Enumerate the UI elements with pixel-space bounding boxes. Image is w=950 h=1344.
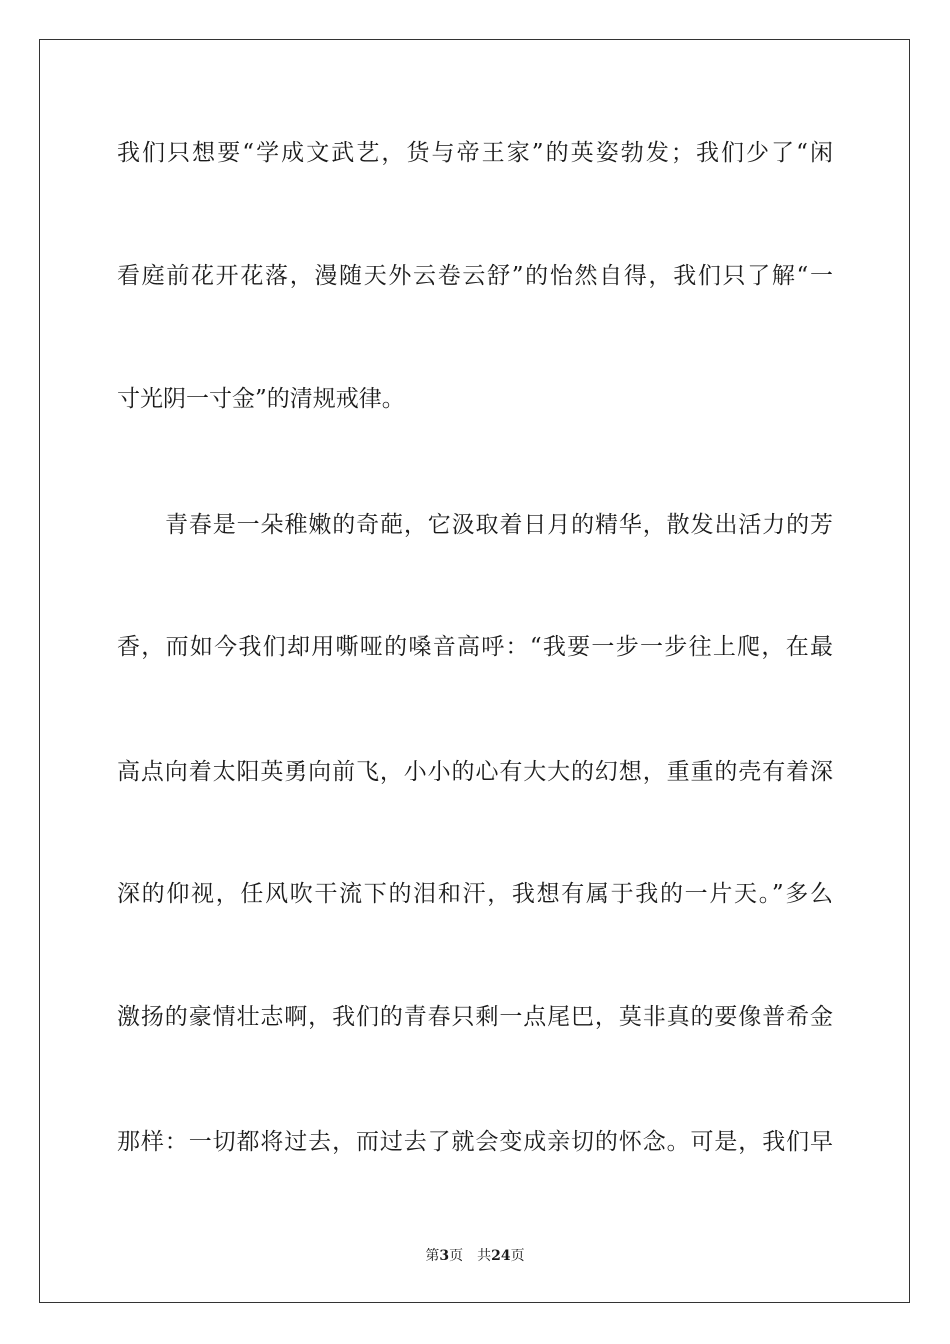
paragraph-line-5: 香，而如今我们却用嘶哑的嗓音高呼：“我要一步一步往上爬，在最 [117,634,833,660]
paragraph-line-8: 激扬的豪情壮志啊，我们的青春只剩一点尾巴，莫非真的要像普希金 [117,1004,833,1030]
total-suffix: 页 [510,1248,525,1264]
total-prefix: 共 [477,1248,492,1264]
paragraph-line-3: 寸光阴一寸金”的清规戒律。 [117,386,405,412]
paragraph-line-4: 青春是一朵稚嫩的奇葩，它汲取着日月的精华，散发出活力的芳 [165,512,833,538]
paragraph-line-7: 深的仰视，任风吹干流下的泪和汗，我想有属于我的一片天。”多么 [117,881,833,907]
paragraph-line-9: 那样：一切都将过去，而过去了就会变成亲切的怀念。可是，我们早 [117,1129,833,1155]
page-footer [0,1247,950,1265]
paragraph-line-6: 高点向着太阳英勇向前飞，小小的心有大大的幻想，重重的壳有着深 [117,759,833,785]
paragraph-line-1: 我们只想要“学成文武艺，货与帝王家”的英姿勃发；我们少了“闲 [117,140,833,166]
page-border [39,39,910,1303]
paragraph-line-2: 看庭前花开花落，漫随天外云卷云舒”的怡然自得，我们只了解“一 [117,263,833,289]
page-suffix: 页 [449,1248,464,1264]
total-pages: 24 [491,1248,511,1264]
page-prefix: 第 [425,1248,440,1264]
page-number: 3 [439,1248,450,1264]
